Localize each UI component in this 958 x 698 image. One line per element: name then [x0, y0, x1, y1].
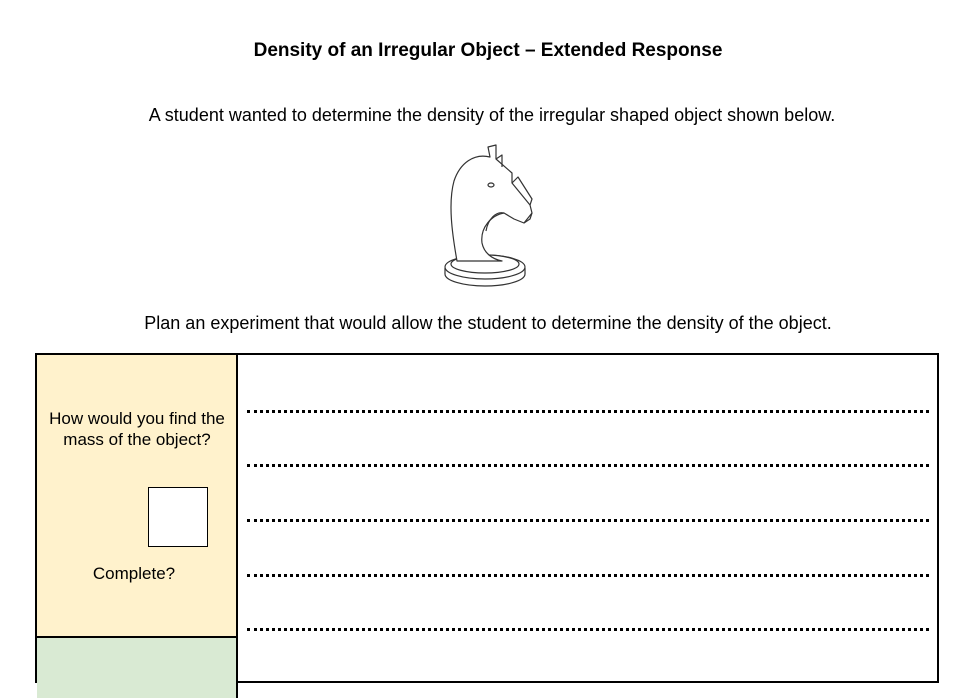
response-table: [35, 353, 939, 683]
answer-line[interactable]: [247, 464, 929, 467]
chess-knight-icon: [440, 143, 536, 295]
plan-prompt: Plan an experiment that would allow the student to determine the density of the object.: [144, 313, 832, 333]
complete-label: Complete?: [92, 564, 176, 583]
question-text: How would you find the mass of the object?: [49, 409, 225, 449]
answer-line[interactable]: [247, 628, 929, 631]
answer-line[interactable]: [247, 410, 929, 413]
answer-line[interactable]: [247, 574, 929, 577]
question-cell: [37, 355, 238, 636]
page-title: Density of an Irregular Object – Extended Response: [253, 40, 723, 61]
answer-line[interactable]: [247, 519, 929, 522]
complete-checkbox[interactable]: [148, 487, 208, 547]
next-question-cell: [37, 636, 238, 698]
intro-text: A student wanted to determine the density of the irregular shaped object shown below.: [148, 105, 836, 125]
